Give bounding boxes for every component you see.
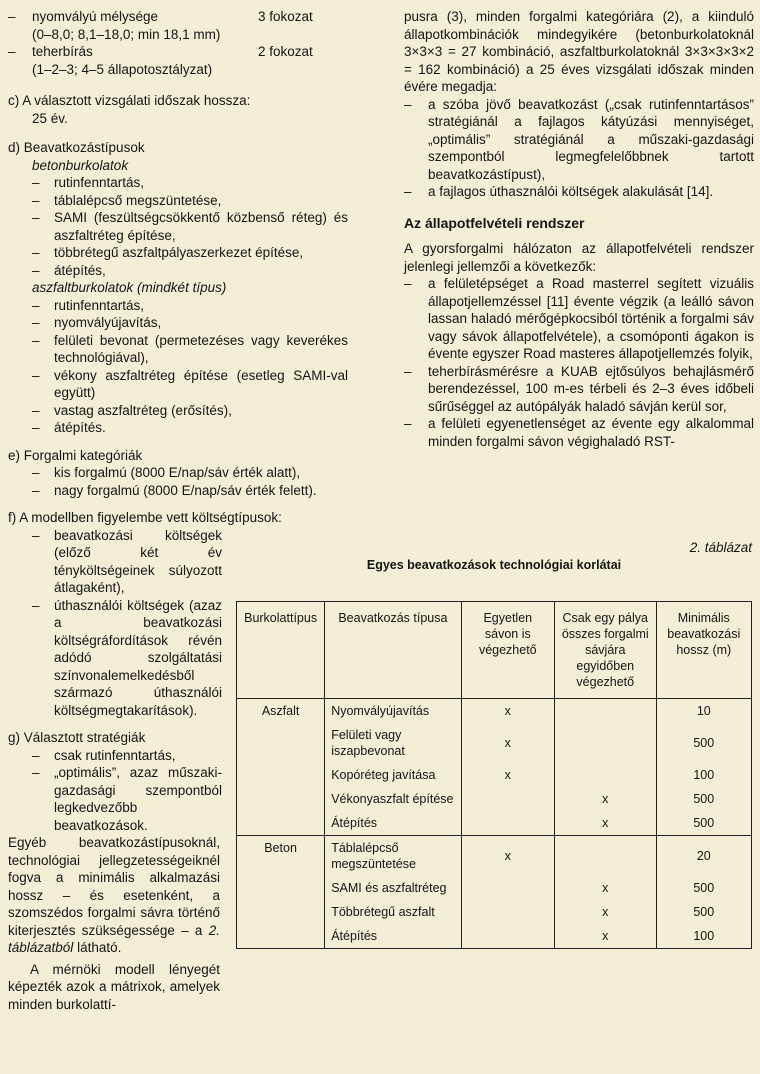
item-detail: (0–8,0; 8,1–18,0; min 18,1 mm)	[32, 26, 221, 42]
list-item: – kis forgalmú (8000 E/nap/sáv érték alatt),	[32, 465, 301, 480]
item-detail: (1–2–3; 4–5 állapotosztályzat)	[32, 61, 213, 77]
col-header: Minimális beavatkozási hossz (m)	[656, 602, 751, 699]
cell-name: Átépítés	[325, 924, 461, 949]
table-row: Kopóréteg javítása x 100	[237, 763, 752, 787]
list-item: – nyomvályújavítás,	[32, 315, 162, 330]
table-row: Vékonyaszfalt építése x 500	[237, 787, 752, 811]
list-item: – átépítés.	[32, 420, 106, 435]
section-c-title: c) A választott vizsgálati időszak hossza:	[8, 93, 251, 108]
section-e-title: e) Forgalmi kategóriák	[8, 447, 143, 463]
list-item: – „optimális”, azaz műszaki-gazdasági szempontból legkedvezőbb beavatkozások.	[32, 765, 222, 833]
cell-name: Kopóréteg javítása	[325, 763, 461, 787]
list-item: – felületi bevonat (permetezéses vagy keverékes technológiával),	[32, 332, 348, 365]
list-item: – táblalépcső megszüntetése,	[32, 192, 222, 208]
table-row: Átépítés x 500	[237, 811, 752, 836]
list-item: – a felületi egyenetlenséget az évente egy alkalommal minden forgalmi sávon végighaladó RST-	[404, 416, 754, 449]
cell-name: Nyomvályújavítás	[325, 699, 461, 724]
list-item: – többrétegű aszfaltpályaszerkezet építése,	[32, 245, 304, 260]
paragraph: A mérnöki modell lényegét képezték azok a mátrixok, amelyek minden burkolattí-	[8, 961, 220, 1012]
col-header: Beavatkozás típusa	[325, 602, 461, 699]
cell-name: SAMI és aszfaltréteg	[325, 876, 461, 900]
cell-name: Táblalépcső megszüntetése	[325, 836, 461, 877]
item-label: teherbírás	[32, 44, 93, 59]
list-item: – teherbírásmérésre a KUAB ejtősúlyos behajlásmérő berendezéssel, 100 m-es térbeli és 2–3 éves időbeli sűrűséggel az autópályák haladó sávján kerül sor,	[404, 363, 754, 414]
beton-heading: betonburkolatok	[32, 157, 129, 173]
item-value: 2 fokozat	[258, 44, 313, 59]
col-header: Csak egy pálya összes forgalmi sávjára egyidőben végezhető	[554, 602, 656, 699]
table-row: Aszfalt Nyomvályújavítás x 10	[237, 699, 752, 724]
list-item: – rutinfenntartás,	[32, 297, 145, 313]
constraints-table	[236, 601, 752, 949]
paragraph: Egyéb beavatkozástípusoknál, technológiai jellegzetességeiknél fogva a minimális alkalmazási hossz – és esetenként, a szomszédos forgalmi sávra történő kiterjesztés szükségessége – a 2. táblázatból látható.	[8, 835, 220, 955]
list-item: – a fajlagos úthasználói költségek alakulását [14].	[404, 184, 714, 199]
list-item: – SAMI (feszültségcsökkentő közbenső réteg) és aszfaltréteg építése,	[32, 210, 348, 243]
section-d-title: d) Beavatkozástípusok	[8, 140, 145, 155]
cell-name: Többrétegű aszfalt	[325, 900, 461, 924]
section-g-title: g) Választott stratégiák	[8, 730, 146, 745]
paragraph: A gyorsforgalmi hálózaton az állapotfelvételi rendszer jelenlegi jellemzői a következők:	[404, 241, 754, 274]
aszfalt-heading: aszfaltburkolatok (mindkét típus)	[32, 280, 227, 295]
cell-name: Felületi vagy iszapbevonat	[325, 723, 461, 763]
section-heading: Az állapotfelvételi rendszer	[404, 214, 585, 231]
cell-type: Beton	[237, 836, 325, 949]
list-item: – úthasználói költségek (azaz a beavatkozási költségráfordítások révén adódó szolgáltatási színvonalemelkedésből származó úthasználói költségmegtakarítások).	[32, 597, 222, 718]
section-c-value: 25 év.	[32, 110, 68, 126]
list-item: – a felületépséget a Road masterrel segített vizuális állapotjellemzéssel [11] évente végzik (a leálló sávon lassan haladó mérőgépkocsiból történik a forgalmi sáv vagy sávok állapotfelvétele), a csomóponti ágakon is évente egyszer Road masteres állapotjellemzés folyik,	[404, 276, 754, 361]
list-item: – teherbírás 2 fokozat (1–2–3; 4–5 állapotosztályzat)	[8, 43, 348, 78]
table-row: Felületi vagy iszapbevonat x 500	[237, 723, 752, 763]
table-header-row	[237, 602, 752, 699]
item-label: nyomvályú mélysége	[32, 9, 159, 24]
table-number: 2. táblázat	[689, 540, 752, 555]
list-item: – vastag aszfaltréteg (erősítés),	[32, 402, 232, 418]
list-item: – rutinfenntartás,	[32, 175, 145, 190]
list-item: – csak rutinfenntartás,	[32, 747, 176, 763]
list-item: – átépítés,	[32, 262, 106, 278]
cell-type: Aszfalt	[237, 699, 325, 836]
col-header: Egyetlen sávon is végezhető	[461, 602, 554, 699]
table-row: Beton Táblalépcső megszüntetése x 20	[237, 836, 752, 877]
col-header: Burkolattípus	[237, 602, 325, 699]
table-row: Átépítés x 100	[237, 924, 752, 949]
table-caption: Egyes beavatkozások technológiai korlátai	[366, 558, 622, 572]
table-row: SAMI és aszfaltréteg x 500	[237, 876, 752, 900]
paragraph: pusra (3), minden forgalmi kategóriára (2), a kiinduló állapotkombinációk mindegyikére (betonburkolatoknál 3×3×3 = 27 kombináció, aszfaltburkolatoknál 3×3×3×3×2 = 162 kombináció) a 25 éves vizsgálati időszak minden évére megadja:	[404, 9, 754, 94]
cell-name: Átépítés	[325, 811, 461, 836]
list-item: – nagy forgalmú (8000 E/nap/sáv érték felett).	[32, 482, 317, 498]
cell-name: Vékonyaszfalt építése	[325, 787, 461, 811]
list-item: – a szóba jövő beavatkozást („csak rutinfenntartásos” stratégiánál a fajlagos kátyúzási mennyiséget, „optimális” stratégiánál a műszaki-gazdasági szempontból legmegfelelőbbnek tartott beavatkozástípust),	[404, 96, 754, 182]
item-value: 3 fokozat	[258, 9, 313, 24]
list-item: – vékony aszfaltréteg építése (esetleg SAMI-val együtt)	[32, 367, 348, 400]
section-f-title: f) A modellben figyelembe vett költségtípusok:	[8, 510, 282, 525]
list-item: – nyomvályú mélysége 3 fokozat (0–8,0; 8,1–18,0; min 18,1 mm)	[8, 8, 348, 43]
right-column	[404, 8, 754, 450]
table-row: Többrétegű aszfalt x 500	[237, 900, 752, 924]
list-item: – beavatkozási költségek (előző két év tényköltségeinek súlyozott átlagaként),	[32, 527, 222, 595]
